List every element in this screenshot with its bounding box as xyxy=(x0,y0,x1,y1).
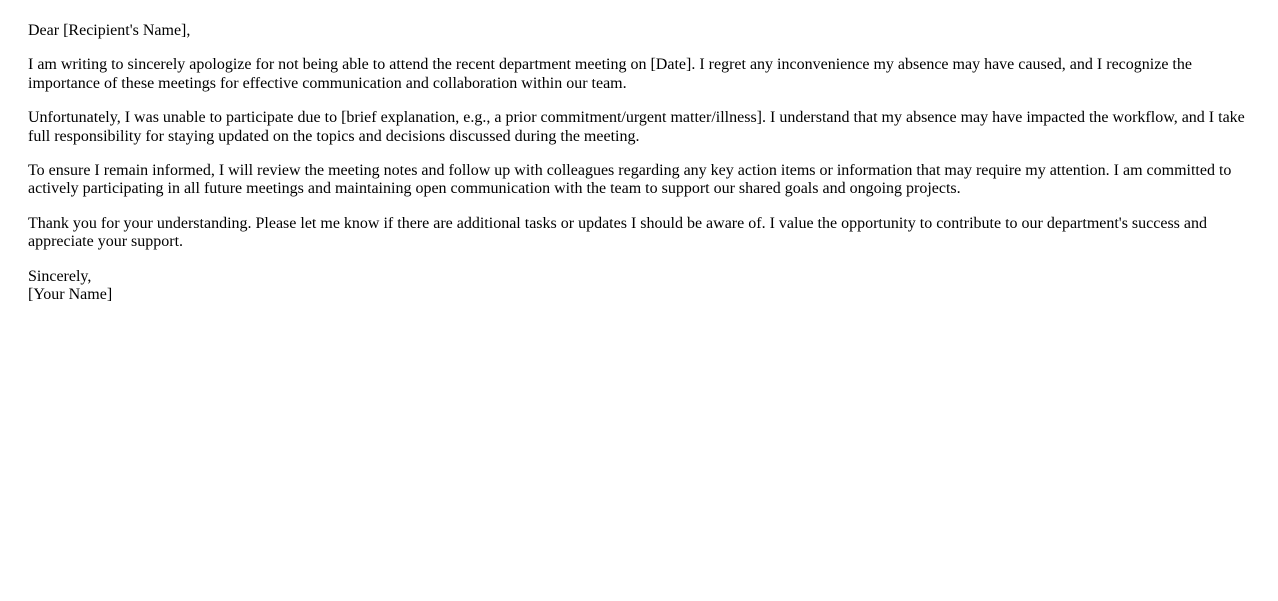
paragraph-follow-up: To ensure I remain informed, I will review the meeting notes and follow up with colleagues regarding any key action items or information that may require my attention. I am committed to actively participating in all future meetings and maintaining open communication with the team to support our shared goals and ongoing projects. xyxy=(28,161,1232,198)
signature-block xyxy=(28,268,1248,305)
paragraph-apology: I am writing to sincerely apologize for not being able to attend the recent department meeting on [Date]. I regret any inconvenience my absence may have caused, and I recognize the importance of these meetings for effective communication and collaboration within our team. xyxy=(28,56,1192,92)
signature: [Your Name] xyxy=(28,285,113,303)
salutation: Dear [Recipient's Name], xyxy=(28,22,191,39)
closing: Sincerely, xyxy=(28,267,92,285)
paragraph-thanks: Thank you for your understanding. Please let me know if there are additional tasks or updates I should be aware of. I value the opportunity to contribute to our department's success and appreciate your support. xyxy=(28,214,1207,251)
paragraph-explanation: Unfortunately, I was unable to participate due to [brief explanation, e.g., a prior commitment/urgent matter/illness]. I understand that my absence may have impacted the workflow, and I take full responsibility for staying updated on the topics and decisions discussed during the meeting. xyxy=(28,109,1245,145)
